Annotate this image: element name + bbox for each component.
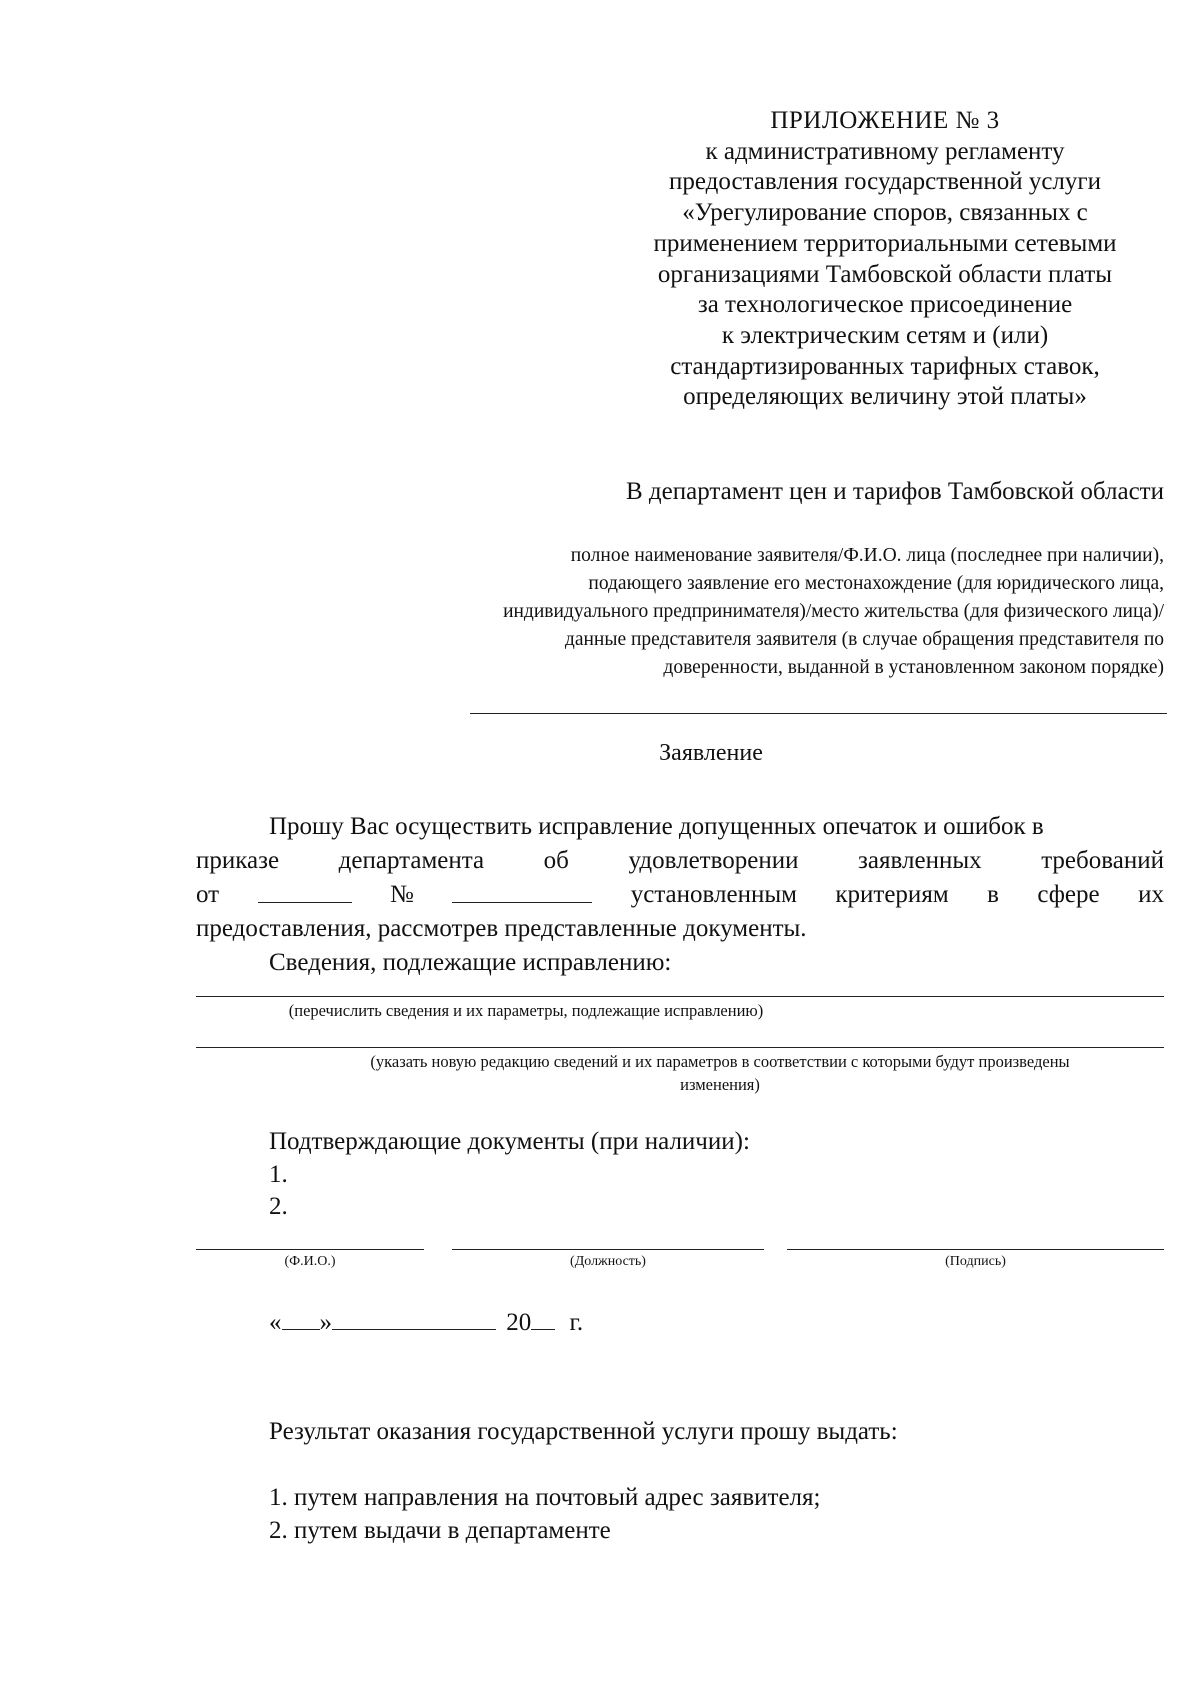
statement-body: [196, 810, 1164, 980]
year-prefix: 20: [506, 1309, 532, 1336]
body-line-2: [196, 844, 1164, 878]
body-word: их: [1138, 881, 1164, 908]
statement-title: Заявление: [659, 740, 763, 766]
applicant-note-line: данные представителя заявителя (в случае обращения представителя по: [564, 629, 1164, 650]
date-line: [269, 1305, 583, 1337]
number-sign: №: [389, 881, 414, 908]
appendix-line: «Урегулирование споров, связанных с: [682, 199, 1088, 227]
order-date-field[interactable]: [258, 878, 352, 903]
new-version-caption-1: (указать новую редакцию сведений и их параметров в соответствии с которыми будут произведены: [370, 1052, 1070, 1071]
appendix-line: организациями Тамбовской области платы: [657, 260, 1113, 288]
year-suffix: г.: [569, 1309, 584, 1336]
position-line[interactable]: [452, 1249, 764, 1250]
appendix-line: к административному регламенту: [705, 137, 1065, 165]
body-word: установленным: [630, 881, 797, 908]
appendix-line: определяющих величину этой платы»: [683, 383, 1087, 411]
applicant-note-line: подающего заявление его местонахождение (для юридического лица,: [588, 573, 1164, 594]
result-option: 1. путем направления на почтовый адрес заявителя;: [269, 1484, 821, 1511]
body-word: сфере: [1037, 881, 1100, 908]
body-word: приказе: [196, 847, 280, 874]
new-version-input-line[interactable]: [196, 1047, 1164, 1048]
order-number-field[interactable]: [452, 878, 592, 903]
position-caption: (Должность): [570, 1254, 646, 1269]
appendix-line: за технологическое присоединение: [697, 291, 1073, 319]
body-word: об: [543, 847, 569, 874]
details-input-line[interactable]: [196, 996, 1164, 997]
year-field[interactable]: [531, 1305, 555, 1330]
applicant-input-line[interactable]: [470, 713, 1167, 714]
day-field[interactable]: [282, 1305, 320, 1330]
body-word: удовлетворении: [628, 847, 799, 874]
date-open-quote: «: [269, 1309, 282, 1336]
signature-line[interactable]: [787, 1249, 1164, 1250]
body-line-1: Прошу Вас осуществить исправление допущенных опечаток и ошибок в: [269, 813, 1044, 840]
month-field[interactable]: [332, 1305, 496, 1330]
appendix-header: [600, 106, 1170, 413]
applicant-note-line: доверенности, выданной в установленном законом порядке): [663, 657, 1164, 678]
result-option: 2. путем выдачи в департаменте: [269, 1517, 611, 1544]
appendix-line: к электрическим сетям и (или): [721, 321, 1049, 349]
body-line-5: Сведения, подлежащие исправлению:: [269, 949, 672, 976]
fio-caption: (Ф.И.О.): [284, 1254, 336, 1269]
body-word: заявленных: [858, 847, 982, 874]
result-title: Результат оказания государственной услуги прошу выдать:: [269, 1418, 898, 1445]
supporting-docs-title: Подтверждающие документы (при наличии):: [269, 1128, 750, 1155]
appendix-line: применением территориальными сетевыми: [653, 229, 1117, 257]
applicant-note: [304, 542, 1164, 682]
body-word: в: [987, 881, 999, 908]
body-word: требований: [1041, 847, 1164, 874]
details-caption: (перечислить сведения и их параметры, подлежащие исправлению): [288, 1001, 764, 1020]
body-word: критериям: [835, 881, 949, 908]
body-word: департамента: [338, 847, 485, 874]
appendix-line: предоставления государственной услуги: [668, 168, 1102, 196]
body-line-4: предоставления, рассмотрев представленные документы.: [196, 915, 807, 942]
applicant-note-line: индивидуального предпринимателя)/место жительства (для физического лица)/: [503, 601, 1164, 622]
applicant-note-line: полное наименование заявителя/Ф.И.О. лица (последнее при наличии),: [570, 545, 1164, 566]
new-version-caption-2: изменения): [680, 1075, 760, 1094]
fio-line[interactable]: [196, 1249, 424, 1250]
supporting-doc-item: 1.: [269, 1161, 288, 1188]
supporting-doc-item: 2.: [269, 1193, 288, 1220]
date-close-quote: »: [319, 1309, 332, 1336]
body-word: от: [196, 881, 220, 908]
appendix-line: стандартизированных тарифных ставок,: [670, 352, 1100, 380]
addressee: В департамент цен и тарифов Тамбовской области: [626, 478, 1164, 505]
signature-caption: (Подпись): [945, 1254, 1006, 1269]
body-line-3: [196, 878, 1164, 912]
appendix-title: ПРИЛОЖЕНИЕ № 3: [770, 107, 1000, 134]
